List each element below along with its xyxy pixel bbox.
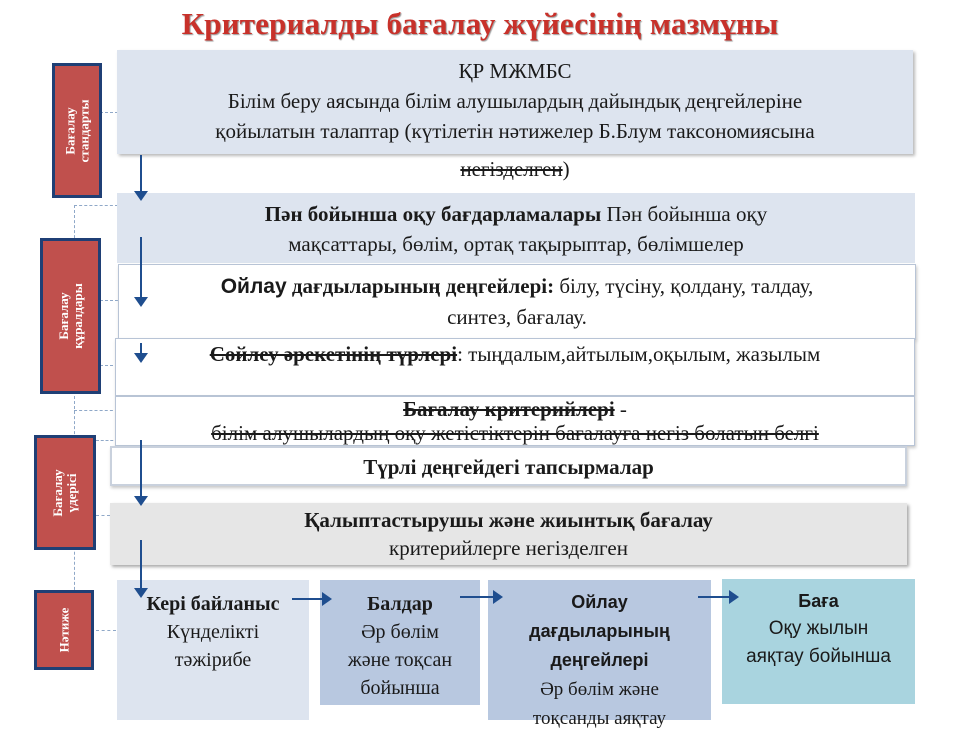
side-label-tools	[40, 238, 101, 394]
speech-line	[116, 339, 914, 369]
criteria-line-1	[116, 397, 914, 421]
standards-line-3b: )	[562, 157, 570, 181]
tasks-text: Түрлі деңгейдегі тапсырмалар	[363, 455, 654, 479]
connector-line	[100, 112, 118, 113]
points-line: және тоқсан	[347, 649, 453, 671]
flow-arrow-down	[140, 155, 142, 193]
flow-arrow-down	[140, 343, 142, 355]
standards-heading: ҚР МЖМБС	[458, 59, 572, 83]
feedback-heading-text: Кері байланыс	[146, 593, 280, 615]
criteria-line-2: білім алушылардың оқу жетістіктерін бағалауға негіз болатын белгі	[211, 421, 819, 445]
side-label-standards	[52, 63, 102, 198]
side-label-text: Бағалау құралдары	[55, 283, 85, 349]
grade-heading-text: Баға	[798, 591, 839, 611]
thinking-result-heading	[488, 646, 711, 675]
side-label-text: Бағалау стандарты	[62, 99, 92, 162]
flow-arrow-right	[292, 598, 324, 600]
points-line: Әр бөлім	[361, 621, 439, 643]
thinking-result-heading	[488, 588, 711, 617]
assessment-line-2: критерийлерге негізделген	[389, 536, 628, 560]
side-label-result	[34, 590, 94, 670]
criteria-box	[115, 396, 915, 446]
feedback-line: Күнделікті	[166, 621, 260, 643]
side-label-text: Нәтиже	[55, 607, 71, 653]
grade-heading	[722, 587, 915, 615]
thinking-result-line: Әр бөлім және	[540, 679, 659, 700]
points-heading-text: Балдар	[367, 593, 433, 615]
result-points-box	[320, 580, 480, 705]
connector-line	[96, 630, 116, 631]
connector-line	[100, 300, 118, 301]
thinking-levels-box	[118, 264, 916, 340]
connector-line	[74, 410, 118, 411]
connector-line	[96, 515, 110, 516]
result-grade-box	[722, 579, 915, 704]
program-text: Пән бойынша оқу	[601, 202, 768, 226]
thinking-text: білу, түсіну, қолдану, талдау,	[554, 274, 814, 298]
thinking-result-heading	[488, 617, 711, 646]
thinking-line-2: синтез, бағалау.	[447, 305, 587, 329]
assessment-line-1	[110, 506, 907, 534]
page-title: Критериалды бағалау жүйесінің мазмұны	[181, 6, 779, 41]
thinking-bold: дағдыларының деңгейлері:	[286, 274, 555, 298]
side-label-text: Бағалау үдерісі	[50, 468, 79, 517]
program-line-1	[117, 199, 915, 229]
program-line-2: мақсаттары, бөлім, ортақ тақырыптар, бөлімшелер	[288, 232, 744, 256]
thinking-bold-sans: Ойлау	[220, 275, 287, 298]
flow-arrow-down	[140, 237, 142, 299]
tasks-box	[110, 446, 907, 486]
result-thinking-box	[488, 580, 711, 729]
speech-text: : тыңдалым,айтылым,оқылым, жазылым	[457, 342, 821, 366]
standards-line: қойылатын талаптар (күтілетін нәтижелер Б.Блум таксономиясына	[215, 119, 815, 143]
grade-line: аяқтау бойынша	[746, 646, 891, 667]
result-feedback-box	[117, 580, 309, 720]
standards-line-3	[117, 154, 913, 184]
flow-arrow-down	[140, 540, 142, 590]
side-label-process	[34, 435, 96, 550]
flow-arrow-down	[140, 440, 142, 498]
thinking-result-heading-1: Ойлау	[571, 592, 628, 612]
thinking-line-1	[119, 271, 915, 302]
grade-line: Оқу жылын	[768, 618, 869, 639]
standards-line-3a: негізделген	[460, 157, 563, 181]
program-box	[117, 193, 915, 263]
standards-line: Білім беру аясында білім алушылардың дайындық деңгейлеріне	[227, 89, 803, 113]
points-line: бойынша	[360, 677, 440, 699]
standards-box	[117, 50, 913, 154]
flow-arrow-right	[460, 596, 495, 598]
points-heading	[320, 590, 480, 618]
program-bold: Пән бойынша оқу бағдарламалары	[264, 202, 602, 226]
speech-bold: Сөйлеу әрекетінің түрлері	[209, 342, 458, 366]
flow-arrow-right	[698, 596, 731, 598]
criteria-bold: Бағалау критерийлері	[403, 397, 615, 421]
assessment-box	[110, 503, 907, 565]
connector-line	[74, 205, 118, 206]
thinking-result-line: тоқсанды аяқтау	[532, 708, 667, 729]
feedback-line: тәжірибе	[174, 649, 252, 671]
assessment-bold: Қалыптастырушы және жиынтық бағалау	[304, 508, 713, 532]
criteria-dash: -	[614, 397, 627, 421]
thinking-result-heading-3: деңгейлері	[550, 650, 649, 670]
thinking-result-heading-2: дағдыларының	[529, 621, 670, 641]
speech-types-box	[115, 338, 915, 396]
